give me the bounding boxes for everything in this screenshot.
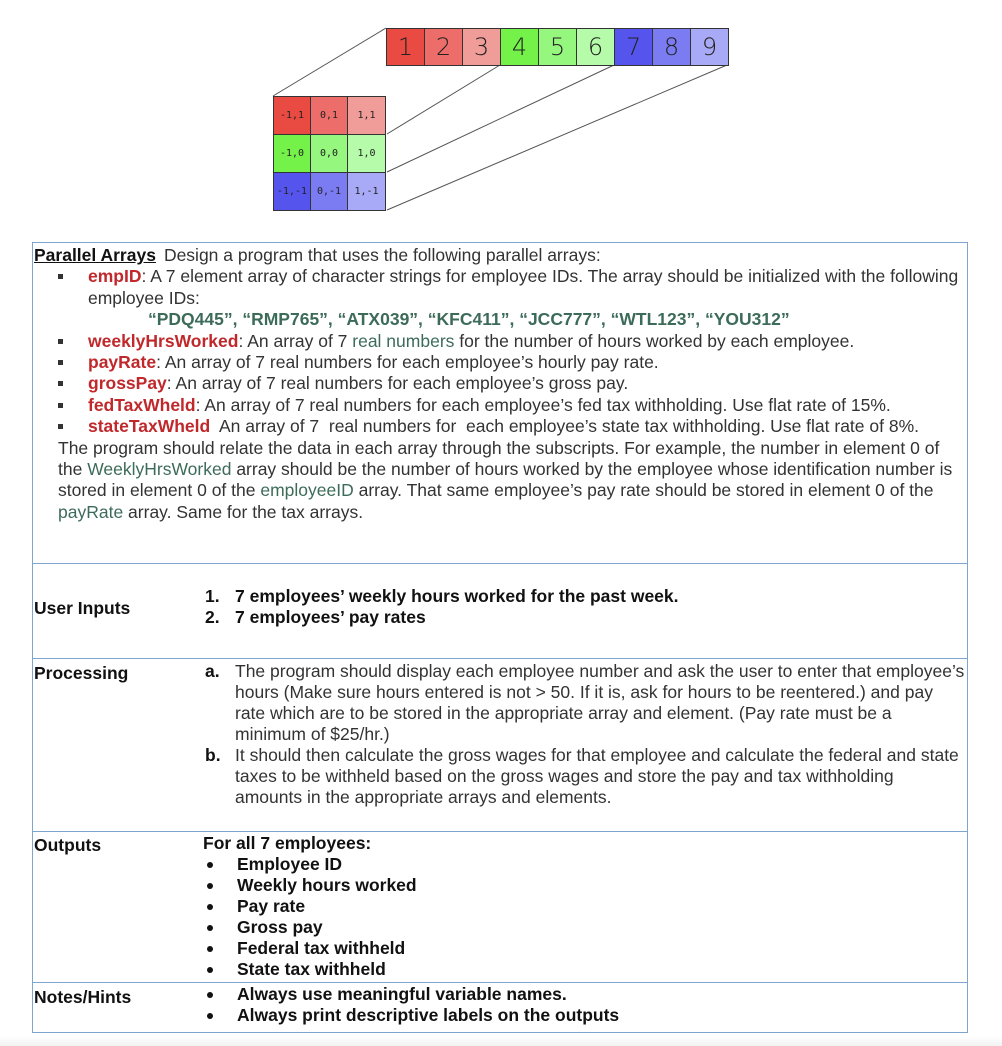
section-title: Parallel Arrays: [34, 245, 156, 265]
list-text: It should then calculate the gross wages for that employee and calculate the federal and state taxes to be withheld based on the gross wages and store the pay and tax withholding amounts in the appropriate arrays and elements.: [235, 745, 959, 807]
array-description: : An array of 7 real numbers for each employee’s hourly pay rate.: [156, 352, 659, 373]
list-text: Gross pay: [237, 917, 323, 937]
array-item-weeklyhrsworked: [34, 331, 967, 352]
paragraph-text: array. That same employee’s pay rate should be stored in element 0 of the: [353, 480, 934, 501]
processing-list: [203, 661, 965, 808]
intro-section: [33, 243, 967, 523]
grid-cell: 1,1: [348, 97, 385, 135]
array-item-statetaxwheld: [34, 416, 967, 437]
list-letter: b.: [205, 745, 221, 765]
strip-cell: 7: [615, 29, 653, 65]
grid-cell: 0,0: [311, 135, 348, 173]
strip-cell: 6: [577, 29, 615, 65]
square-bullet-icon: [58, 360, 63, 365]
list-text: Always print descriptive labels on the outputs: [237, 1005, 620, 1025]
bullet-icon: [207, 862, 213, 868]
list-text: Always use meaningful variable names.: [237, 984, 567, 1004]
list-text: Pay rate: [237, 896, 306, 916]
processing-content: [203, 661, 965, 808]
outputs-content: [203, 833, 965, 980]
highlight-text: employeeID: [260, 480, 354, 501]
subscript-explanation: [34, 438, 967, 524]
processing-row: [33, 659, 967, 832]
highlight-text: real numbers: [352, 330, 455, 351]
list-item: [203, 875, 965, 896]
page-bottom-shadow: [0, 1036, 1002, 1046]
intro-row: [33, 243, 967, 564]
outputs-list: [203, 854, 965, 980]
list-item: [203, 984, 965, 1005]
array-mapping-diagram: [0, 0, 1002, 230]
grid-cell: 1,-1: [348, 173, 385, 210]
list-item: [203, 917, 965, 938]
bullet-icon: [207, 992, 213, 998]
variable-name: grossPay: [88, 373, 167, 394]
list-number: 2.: [205, 607, 220, 627]
grid-cell: -1,0: [274, 135, 311, 173]
notes-list: [203, 984, 965, 1026]
strip-cell: 1: [387, 29, 425, 65]
bullet-icon: [207, 925, 213, 931]
list-item: [203, 896, 965, 917]
square-bullet-icon: [58, 339, 63, 344]
list-text: State tax withheld: [237, 959, 386, 979]
variable-name: stateTaxWheld: [88, 416, 211, 437]
user-inputs-content: [203, 586, 965, 628]
bullet-icon: [207, 967, 213, 973]
array-item-payrate: [34, 352, 967, 373]
linear-array-strip: [386, 28, 729, 66]
array-item-fedtaxwheld: [34, 395, 967, 416]
row-label: Notes/Hints: [34, 987, 132, 1007]
user-inputs-row: [33, 564, 967, 659]
paragraph-text: array. Same for the tax arrays.: [123, 501, 364, 522]
square-bullet-icon: [58, 403, 63, 408]
grid-cell: 1,0: [348, 135, 385, 173]
list-text: The program should display each employee number and ask the user to enter that employee’s hours (Make sure hours entered is not > 50. If it is, ask for hours to be reentered.) and pay rate which are to be stored in the appropriate array and element. (Pay rate must be a minimum of $25/hr.): [235, 661, 965, 744]
strip-cell: 8: [653, 29, 691, 65]
bullet-icon: [207, 883, 213, 889]
bullet-icon: [207, 1013, 213, 1019]
grid-cell: 0,1: [311, 97, 348, 135]
square-bullet-icon: [58, 381, 63, 386]
array-description: for the number of hours worked by each employee.: [454, 330, 855, 351]
strip-cell: 5: [539, 29, 577, 65]
list-text: 7 employees’ pay rates: [235, 607, 426, 627]
employee-id-list: “PDQ445”, “RMP765”, “ATX039”, “KFC411”, “JCC777”, “WTL123”, “YOU312”: [148, 309, 790, 330]
paragraph-text: The program should relate the data in each array through the subscripts. For example, the number in element 0 of the: [58, 437, 940, 480]
grid-cell: -1,-1: [274, 173, 311, 210]
list-text: Federal tax withheld: [237, 938, 406, 958]
square-bullet-icon: [58, 424, 63, 429]
bullet-icon: [207, 904, 213, 910]
list-item: [203, 959, 965, 980]
variable-name: weeklyHrsWorked: [88, 330, 239, 351]
notes-content: [203, 984, 965, 1026]
list-item: [203, 586, 965, 607]
bullet-icon: [207, 946, 213, 952]
notes-row: [33, 983, 967, 1032]
list-number: 1.: [205, 586, 220, 606]
grid-cell: -1,1: [274, 97, 311, 135]
array-item-grosspay: [34, 373, 967, 394]
grid-cell: 0,-1: [311, 173, 348, 210]
list-item: [203, 1005, 965, 1026]
list-item: [203, 938, 965, 959]
list-item: [203, 661, 965, 745]
variable-name: payRate: [88, 352, 157, 373]
row-label: Outputs: [34, 835, 102, 855]
list-item: [203, 745, 965, 808]
row-label: Processing: [34, 663, 129, 683]
outputs-heading: For all 7 employees:: [203, 833, 372, 853]
outputs-row: [33, 832, 967, 983]
user-inputs-list: [203, 586, 965, 628]
list-item: [203, 607, 965, 628]
strip-cell: 4: [501, 29, 539, 65]
strip-cell: 2: [425, 29, 463, 65]
intro-heading: [34, 245, 967, 266]
array-description: An array of 7 real numbers for each employee’s state tax withholding. Use flat rate of 8%.: [210, 416, 919, 437]
highlight-text: payRate: [58, 501, 124, 522]
list-text: 7 employees’ weekly hours worked for the past week.: [235, 586, 679, 606]
highlight-text: WeeklyHrsWorked: [87, 459, 232, 480]
strip-cell: 9: [691, 29, 728, 65]
assignment-table: [32, 242, 968, 1033]
list-letter: a.: [205, 661, 220, 681]
paragraph-text: array should be the number of hours worked by the employee whose identification number is stored in element 0 of the: [58, 459, 953, 501]
list-text: Weekly hours worked: [237, 875, 417, 895]
array-item-empid: [34, 266, 967, 330]
variable-name: empID: [88, 266, 142, 287]
array-list: [34, 266, 967, 437]
array-description: : An array of 7: [238, 330, 353, 351]
array-description: : An array of 7 real numbers for each employee’s fed tax withholding. Use flat rate of 15%.: [195, 394, 891, 415]
strip-cell: 3: [463, 29, 501, 65]
coordinate-grid: [273, 96, 386, 211]
list-item: [203, 854, 965, 875]
variable-name: fedTaxWheld: [88, 394, 196, 415]
array-description: : An array of 7 real numbers for each employee’s gross pay.: [166, 373, 629, 394]
list-text: Employee ID: [237, 854, 343, 874]
intro-text: Design a program that uses the following parallel arrays:: [163, 245, 601, 265]
row-label: User Inputs: [34, 598, 131, 618]
array-description: : A 7 element array of character strings for employee IDs. The array should be initialized with the following employee IDs:: [88, 266, 959, 308]
square-bullet-icon: [58, 274, 63, 279]
